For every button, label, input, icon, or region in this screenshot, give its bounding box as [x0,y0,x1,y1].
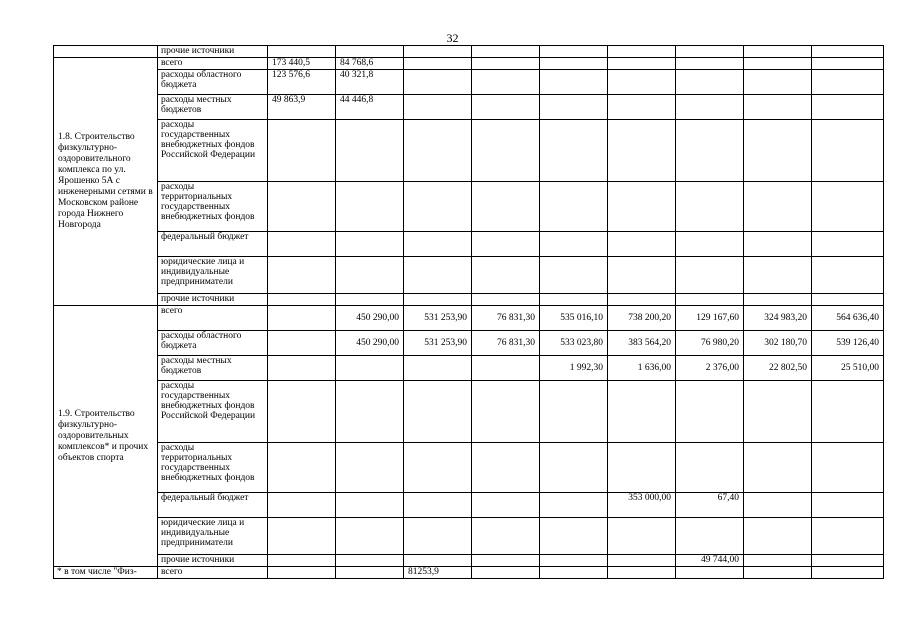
value-cell: 531 253,90 [404,331,472,356]
value-cell: 533 023,80 [540,331,608,356]
value-cell [676,257,744,294]
value-cell [676,70,744,95]
section-name: 1.8. Строительство физкультурно-оздоровительного комплекса по ул. Ярошенко 5А с инженерными сетями в Московском районе города Нижнего Новгорода [54,58,158,306]
value-cell [268,493,336,518]
source-cell: расходы государственных внебюджетных фондов Российской Федерации [158,120,268,182]
value-cell [608,46,676,58]
value-cell: 535 016,10 [540,306,608,331]
value-cell [608,567,676,579]
value-cell [268,555,336,567]
value-cell [540,493,608,518]
value-cell: 40 321,8 [336,70,404,95]
value-cell [608,232,676,257]
value-cell: 76 831,30 [472,306,540,331]
value-cell [540,182,608,232]
value-cell [404,381,472,443]
value-cell: 76 831,30 [472,331,540,356]
value-cell [472,493,540,518]
value-cell [676,120,744,182]
value-cell: 49 863,9 [268,95,336,120]
value-cell [812,518,884,555]
page-number: 32 [446,31,459,45]
value-cell [744,257,812,294]
value-cell: 49 744,00 [676,555,744,567]
value-cell [812,95,884,120]
value-cell: 383 564,20 [608,331,676,356]
value-cell [404,182,472,232]
value-cell [540,443,608,493]
value-cell [268,381,336,443]
value-cell [336,443,404,493]
value-cell: 25 510,00 [812,356,884,381]
table-row [54,381,884,443]
value-cell [540,46,608,58]
value-cell [608,58,676,70]
value-cell [540,381,608,443]
table-row [54,257,884,294]
value-cell [608,443,676,493]
value-cell: 1 992,30 [540,356,608,381]
value-cell [336,555,404,567]
value-cell [268,232,336,257]
value-cell [540,70,608,95]
value-cell [676,381,744,443]
value-cell [744,120,812,182]
value-cell [472,555,540,567]
value-cell [540,120,608,182]
value-cell [268,306,336,331]
table-row [54,306,884,331]
source-cell: расходы местных бюджетов [158,356,268,381]
value-cell [540,294,608,306]
value-cell [472,120,540,182]
table-row [54,120,884,182]
value-cell [812,294,884,306]
value-cell: 76 980,20 [676,331,744,356]
value-cell: 2 376,00 [676,356,744,381]
value-cell [744,70,812,95]
value-cell [472,356,540,381]
value-cell [540,58,608,70]
value-cell [676,95,744,120]
value-cell [472,46,540,58]
value-cell [268,257,336,294]
value-cell [744,443,812,493]
value-cell [744,182,812,232]
value-cell [744,46,812,58]
value-cell [268,182,336,232]
value-cell [608,182,676,232]
table-row [54,518,884,555]
table-row [54,331,884,356]
value-cell [744,493,812,518]
source-cell: всего [158,306,268,331]
value-cell [404,58,472,70]
value-cell [268,567,336,579]
value-cell [540,518,608,555]
source-cell: прочие источники [158,46,268,58]
value-cell [608,381,676,443]
value-cell [336,356,404,381]
value-cell [268,331,336,356]
value-cell [472,567,540,579]
table-row [54,70,884,95]
value-cell [472,70,540,95]
value-cell [744,294,812,306]
source-cell: всего [158,567,268,579]
value-cell [336,232,404,257]
value-cell [812,443,884,493]
value-cell [472,95,540,120]
value-cell: 450 290,00 [336,331,404,356]
value-cell [268,294,336,306]
value-cell [336,381,404,443]
value-cell [676,518,744,555]
value-cell [336,567,404,579]
value-cell: 173 440,5 [268,58,336,70]
value-cell [676,58,744,70]
value-cell [472,182,540,232]
value-cell: 539 126,40 [812,331,884,356]
value-cell: 22 802,50 [744,356,812,381]
value-cell [404,95,472,120]
table-row [54,182,884,232]
value-cell: 353 000,00 [608,493,676,518]
value-cell [812,70,884,95]
source-cell: расходы территориальных государственных внебюджетных фондов [158,443,268,493]
source-cell: всего [158,58,268,70]
value-cell [268,46,336,58]
table-row [54,232,884,257]
value-cell [404,555,472,567]
source-cell: расходы областного бюджета [158,331,268,356]
value-cell [404,294,472,306]
value-cell [404,356,472,381]
table-row [54,443,884,493]
value-cell [472,518,540,555]
value-cell [744,95,812,120]
value-cell [540,257,608,294]
table-row [54,493,884,518]
value-cell [676,443,744,493]
value-cell [812,232,884,257]
value-cell [268,120,336,182]
value-cell [404,518,472,555]
name-cell [54,46,158,58]
source-cell: федеральный бюджет [158,493,268,518]
value-cell [676,232,744,257]
value-cell [404,257,472,294]
table-row [54,95,884,120]
value-cell [744,381,812,443]
value-cell [336,120,404,182]
value-cell [744,58,812,70]
table-row [54,567,884,579]
value-cell [268,356,336,381]
section-name: 1.9. Строительство физкультурно-оздоровительных комплексов* и прочих объектов спорта [54,306,158,567]
table-row [54,58,884,70]
value-cell [812,120,884,182]
source-cell: юридические лица и индивидуальные предприниматели [158,518,268,555]
value-cell [812,257,884,294]
budget-table [53,45,884,579]
value-cell [744,232,812,257]
value-cell [608,70,676,95]
value-cell: 67,40 [676,493,744,518]
value-cell [676,294,744,306]
value-cell [540,567,608,579]
value-cell [608,555,676,567]
value-cell [744,555,812,567]
value-cell [336,493,404,518]
value-cell: 324 983,20 [744,306,812,331]
source-cell: федеральный бюджет [158,232,268,257]
value-cell [404,46,472,58]
value-cell [472,257,540,294]
value-cell [404,120,472,182]
table-row [54,294,884,306]
value-cell [472,381,540,443]
table-row [54,356,884,381]
value-cell: 84 768,6 [336,58,404,70]
value-cell [812,58,884,70]
source-cell: прочие источники [158,555,268,567]
value-cell [472,58,540,70]
value-cell: 1 636,00 [608,356,676,381]
value-cell: 302 180,70 [744,331,812,356]
value-cell [812,46,884,58]
value-cell [608,95,676,120]
value-cell [676,46,744,58]
source-cell: прочие источники [158,294,268,306]
value-cell [472,232,540,257]
value-cell: 450 290,00 [336,306,404,331]
footnote-cell: * в том числе "Физ- [54,567,158,579]
value-cell [812,493,884,518]
value-cell [744,518,812,555]
value-cell [744,567,812,579]
value-cell [336,182,404,232]
value-cell [608,294,676,306]
value-cell: 531 253,90 [404,306,472,331]
source-cell: расходы областного бюджета [158,70,268,95]
value-cell [268,443,336,493]
table-row [54,46,884,58]
table-row [54,555,884,567]
value-cell [336,518,404,555]
value-cell [268,518,336,555]
value-cell [812,555,884,567]
value-cell [812,567,884,579]
value-cell: 81253,9 [404,567,472,579]
value-cell [540,555,608,567]
value-cell [608,257,676,294]
source-cell: расходы территориальных государственных внебюджетных фондов [158,182,268,232]
value-cell [472,443,540,493]
value-cell [404,70,472,95]
source-cell: юридические лица и индивидуальные предприниматели [158,257,268,294]
source-cell: расходы местных бюджетов [158,95,268,120]
value-cell [608,518,676,555]
value-cell [540,95,608,120]
value-cell: 44 446,8 [336,95,404,120]
value-cell [472,294,540,306]
value-cell: 564 636,40 [812,306,884,331]
value-cell [336,294,404,306]
value-cell [540,232,608,257]
value-cell [812,381,884,443]
value-cell [404,443,472,493]
value-cell [404,493,472,518]
value-cell: 129 167,60 [676,306,744,331]
value-cell: 738 200,20 [608,306,676,331]
value-cell [676,567,744,579]
source-cell: расходы государственных внебюджетных фондов Российской Федерации [158,381,268,443]
value-cell [404,232,472,257]
value-cell [608,120,676,182]
value-cell [812,182,884,232]
value-cell: 123 576,6 [268,70,336,95]
value-cell [676,182,744,232]
value-cell [336,257,404,294]
value-cell [336,46,404,58]
